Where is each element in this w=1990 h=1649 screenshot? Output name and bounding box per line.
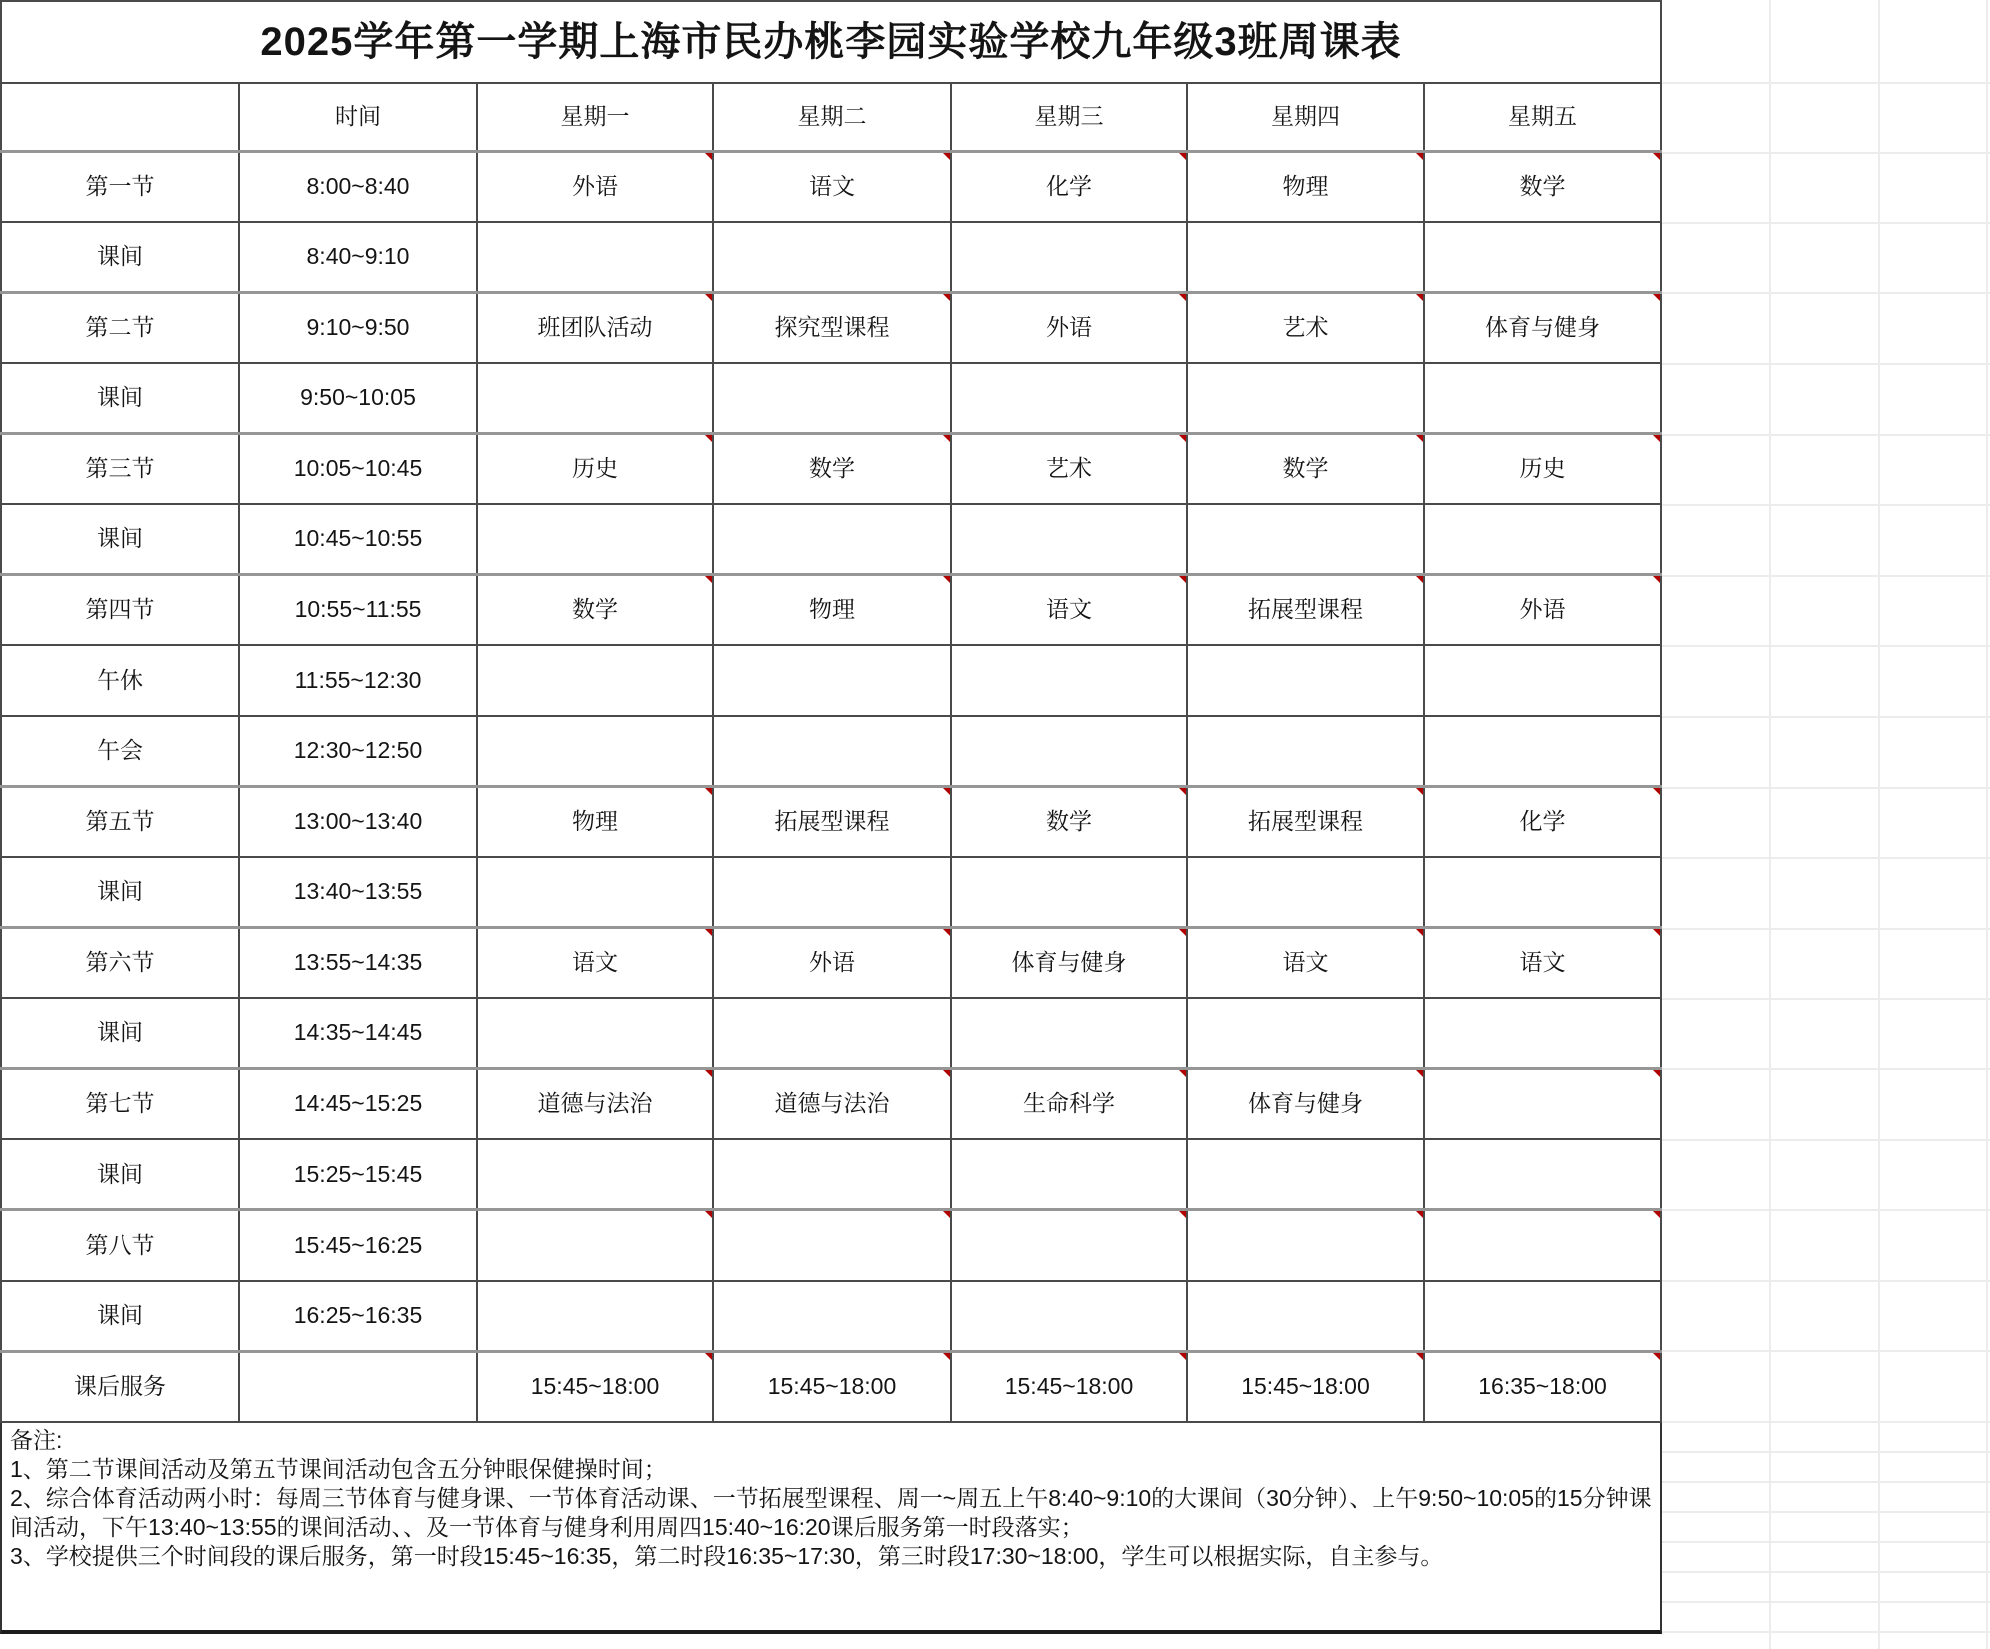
timetable-cell	[477, 716, 713, 787]
comment-indicator-icon	[705, 1211, 712, 1218]
table-row	[1, 1139, 1661, 1210]
timetable-cell	[951, 857, 1187, 928]
timetable-cell	[713, 1281, 951, 1352]
time-cell: 13:40~13:55	[239, 857, 477, 928]
course-name: 外语	[809, 949, 855, 976]
period-label-cell: 第一节	[1, 151, 239, 222]
comment-indicator-icon	[1179, 294, 1186, 301]
timetable-cell	[1187, 786, 1424, 857]
notes-heading: 备注:	[10, 1426, 63, 1453]
comment-indicator-icon	[1416, 929, 1423, 936]
comment-indicator-icon	[943, 1211, 950, 1218]
note-item-1: 1、第二节课间活动及第五节课间活动包含五分钟眼保健操时间；	[10, 1455, 667, 1482]
time-cell: 14:45~15:25	[239, 1069, 477, 1140]
comment-indicator-icon	[943, 1353, 950, 1360]
course-name: 数学	[1046, 808, 1092, 835]
header-row	[1, 83, 1661, 151]
comment-indicator-icon	[1179, 929, 1186, 936]
comment-indicator-icon	[943, 576, 950, 583]
course-name: 数学	[1282, 455, 1329, 482]
table-row	[1, 504, 1661, 575]
comment-indicator-icon	[1653, 153, 1660, 160]
table-row	[1, 1, 1661, 83]
course-name: 探究型课程	[774, 313, 890, 340]
comment-indicator-icon	[1179, 1070, 1186, 1077]
course-name: 语文	[572, 949, 618, 976]
day-header-wednesday: 星期三	[951, 83, 1187, 151]
timetable-cell	[1424, 292, 1661, 363]
timetable-cell	[1424, 998, 1661, 1069]
comment-indicator-icon	[705, 1353, 712, 1360]
comment-indicator-icon	[943, 1070, 950, 1077]
table-row	[1, 998, 1661, 1069]
day-header-thursday: 星期四	[1187, 83, 1424, 151]
timetable-cell	[1187, 575, 1424, 646]
timetable-cell	[1424, 1069, 1661, 1140]
comment-indicator-icon	[1653, 576, 1660, 583]
after-school-time: 15:45~18:00	[767, 1372, 897, 1399]
timetable-cell	[1187, 716, 1424, 787]
timetable-cell	[477, 786, 713, 857]
period-label-cell: 第八节	[1, 1210, 239, 1281]
timetable-cell	[1424, 1351, 1661, 1422]
timetable-cell	[477, 645, 713, 716]
time-cell: 13:00~13:40	[239, 786, 477, 857]
course-name: 外语	[572, 172, 618, 199]
period-label-cell: 课间	[1, 504, 239, 575]
timetable-cell	[1187, 857, 1424, 928]
comment-indicator-icon	[1179, 576, 1186, 583]
comment-indicator-icon	[705, 576, 712, 583]
comment-indicator-icon	[943, 294, 950, 301]
timetable-cell	[713, 1210, 951, 1281]
comment-indicator-icon	[705, 1070, 712, 1077]
timetable-cell	[1424, 1139, 1661, 1210]
timetable-cell	[1424, 786, 1661, 857]
timetable-cell	[477, 504, 713, 575]
timetable-cell	[951, 1210, 1187, 1281]
note-item-2: 2、综合体育活动两小时：每周三节体育与健身课、一节体育活动课、一节拓展型课程、周一~周五上午8:40~9:10的大课间（30分钟）、上午9:50~10:05的15分钟课间活动，下午13:40~13:55的课间活动、、及一节体育与健身利用周四15:40~16:20课后服务第一时段落实；	[10, 1484, 1652, 1540]
comment-indicator-icon	[1179, 1353, 1186, 1360]
comment-indicator-icon	[705, 294, 712, 301]
comment-indicator-icon	[1179, 435, 1186, 442]
timetable-cell	[477, 1139, 713, 1210]
comment-indicator-icon	[1416, 1211, 1423, 1218]
period-label-cell: 午休	[1, 645, 239, 716]
time-cell: 8:00~8:40	[239, 151, 477, 222]
comment-indicator-icon	[1653, 788, 1660, 795]
timetable-cell	[1424, 1281, 1661, 1352]
comment-indicator-icon	[943, 929, 950, 936]
course-name: 历史	[1519, 455, 1566, 482]
timetable-cell	[951, 645, 1187, 716]
corner-cell	[1, 83, 239, 151]
timetable-cell	[477, 575, 713, 646]
page-title: 2025学年第一学期上海市民办桃李园实验学校九年级3班周课表	[1, 1, 1661, 83]
comment-indicator-icon	[943, 153, 950, 160]
course-name: 语文	[1519, 949, 1566, 976]
timetable-cell	[713, 1069, 951, 1140]
timetable-cell	[951, 1351, 1187, 1422]
comment-indicator-icon	[1179, 153, 1186, 160]
time-cell: 10:05~10:45	[239, 433, 477, 504]
timetable-cell	[951, 716, 1187, 787]
course-name: 拓展型课程	[1248, 808, 1363, 835]
timetable-cell	[951, 292, 1187, 363]
timetable-cell	[713, 928, 951, 999]
course-name: 外语	[1046, 313, 1092, 340]
course-name: 物理	[809, 596, 855, 623]
comment-indicator-icon	[943, 435, 950, 442]
table-row	[1, 1281, 1661, 1352]
course-name: 化学	[1519, 808, 1566, 835]
course-name: 外语	[1519, 596, 1566, 623]
timetable-cell	[1187, 1351, 1424, 1422]
period-label-cell: 第七节	[1, 1069, 239, 1140]
timetable-cell	[477, 292, 713, 363]
timetable-cell	[713, 716, 951, 787]
timetable-cell	[713, 575, 951, 646]
table-row	[1, 1069, 1661, 1140]
day-header-monday: 星期一	[477, 83, 713, 151]
timetable-cell	[1424, 151, 1661, 222]
comment-indicator-icon	[705, 153, 712, 160]
comment-indicator-icon	[1653, 1353, 1660, 1360]
timetable-cell	[713, 857, 951, 928]
timetable-cell	[713, 645, 951, 716]
comment-indicator-icon	[1416, 1353, 1423, 1360]
table-row	[1, 1351, 1661, 1422]
time-cell: 10:55~11:55	[239, 575, 477, 646]
comment-indicator-icon	[1416, 435, 1423, 442]
timetable-cell	[477, 1210, 713, 1281]
timetable-cell	[713, 433, 951, 504]
timetable-cell	[713, 292, 951, 363]
comment-indicator-icon	[1416, 576, 1423, 583]
table-row	[1, 645, 1661, 716]
comment-indicator-icon	[1653, 1211, 1660, 1218]
course-name: 生命科学	[1023, 1090, 1115, 1117]
timetable-cell	[477, 151, 713, 222]
period-label-cell: 课后服务	[1, 1351, 239, 1422]
timetable-cell	[951, 1139, 1187, 1210]
comment-indicator-icon	[1179, 1211, 1186, 1218]
course-name: 道德与法治	[537, 1090, 653, 1117]
comment-indicator-icon	[1416, 788, 1423, 795]
time-cell: 13:55~14:35	[239, 928, 477, 999]
course-name: 拓展型课程	[1248, 596, 1363, 623]
timetable-cell	[1187, 222, 1424, 293]
timetable-cell	[1424, 716, 1661, 787]
timetable-cell	[477, 433, 713, 504]
timetable-cell	[951, 998, 1187, 1069]
course-name: 物理	[1282, 172, 1329, 199]
time-cell: 16:25~16:35	[239, 1281, 477, 1352]
timetable-cell	[1424, 222, 1661, 293]
timetable-cell	[1187, 928, 1424, 999]
course-name: 化学	[1046, 172, 1092, 199]
timetable-cell	[1424, 645, 1661, 716]
day-header-tuesday: 星期二	[713, 83, 951, 151]
time-cell: 10:45~10:55	[239, 504, 477, 575]
comment-indicator-icon	[1416, 294, 1423, 301]
period-label-cell: 午会	[1, 716, 239, 787]
table-row	[1, 786, 1661, 857]
course-name: 语文	[809, 172, 855, 199]
comment-indicator-icon	[705, 435, 712, 442]
table-row	[1, 363, 1661, 434]
time-cell: 9:50~10:05	[239, 363, 477, 434]
timetable-cell	[1187, 1139, 1424, 1210]
table-row	[1, 222, 1661, 293]
timetable-cell	[477, 363, 713, 434]
timetable-cell	[1424, 363, 1661, 434]
course-name: 道德与法治	[774, 1090, 890, 1117]
timetable-cell	[951, 151, 1187, 222]
period-label-cell: 课间	[1, 1281, 239, 1352]
timetable-cell	[1187, 504, 1424, 575]
table-row	[1, 575, 1661, 646]
timetable-cell	[713, 222, 951, 293]
timetable-cell	[713, 1351, 951, 1422]
after-school-time: 16:35~18:00	[1478, 1372, 1607, 1399]
timetable-cell	[1187, 998, 1424, 1069]
course-name: 物理	[572, 808, 618, 835]
timetable-cell	[477, 1069, 713, 1140]
timetable-cell	[951, 363, 1187, 434]
time-cell: 8:40~9:10	[239, 222, 477, 293]
time-cell	[239, 1351, 477, 1422]
time-cell: 15:45~16:25	[239, 1210, 477, 1281]
course-name: 语文	[1046, 596, 1092, 623]
timetable-cell	[713, 998, 951, 1069]
timetable-cell	[951, 1069, 1187, 1140]
comment-indicator-icon	[1653, 294, 1660, 301]
time-column-header: 时间	[239, 83, 477, 151]
timetable-cell	[1187, 1069, 1424, 1140]
course-name: 艺术	[1282, 313, 1329, 340]
comment-indicator-icon	[943, 788, 950, 795]
timetable-cell	[1187, 645, 1424, 716]
timetable-cell	[951, 575, 1187, 646]
timetable-cell	[1424, 1210, 1661, 1281]
time-cell: 9:10~9:50	[239, 292, 477, 363]
time-cell: 11:55~12:30	[239, 645, 477, 716]
timetable-cell	[477, 1281, 713, 1352]
timetable-cell	[951, 433, 1187, 504]
after-school-time: 15:45~18:00	[530, 1372, 660, 1399]
timetable-cell	[1187, 433, 1424, 504]
after-school-time: 15:45~18:00	[1004, 1372, 1134, 1399]
timetable-cell	[477, 222, 713, 293]
time-cell: 15:25~15:45	[239, 1139, 477, 1210]
course-name: 数学	[572, 596, 618, 623]
timetable-cell	[951, 504, 1187, 575]
course-name: 历史	[572, 455, 618, 482]
timetable-cell	[1187, 1281, 1424, 1352]
timetable-cell	[713, 151, 951, 222]
timetable-cell	[1187, 292, 1424, 363]
note-item-3: 3、学校提供三个时间段的课后服务，第一时段15:45~16:35，第二时段16:35~17:30，第三时段17:30~18:00，学生可以根据实际，自主参与。	[10, 1542, 1444, 1569]
table-row	[1, 716, 1661, 787]
timetable-cell	[951, 222, 1187, 293]
timetable-cell	[713, 363, 951, 434]
after-school-time: 15:45~18:00	[1241, 1372, 1370, 1399]
comment-indicator-icon	[1416, 153, 1423, 160]
period-label-cell: 第五节	[1, 786, 239, 857]
comment-indicator-icon	[1179, 788, 1186, 795]
period-label-cell: 第二节	[1, 292, 239, 363]
course-name: 数学	[809, 455, 855, 482]
day-header-friday: 星期五	[1424, 83, 1661, 151]
timetable-cell	[477, 1351, 713, 1422]
comment-indicator-icon	[1653, 435, 1660, 442]
timetable-cell	[1187, 363, 1424, 434]
timetable-cell	[951, 1281, 1187, 1352]
table-row	[1, 292, 1661, 363]
time-cell: 12:30~12:50	[239, 716, 477, 787]
table-row	[1, 857, 1661, 928]
timetable-cell	[1424, 928, 1661, 999]
timetable-cell	[477, 857, 713, 928]
course-name: 体育与健身	[1011, 949, 1127, 976]
period-label-cell: 课间	[1, 998, 239, 1069]
course-name: 数学	[1519, 172, 1566, 199]
comment-indicator-icon	[705, 929, 712, 936]
period-label-cell: 第六节	[1, 928, 239, 999]
period-label-cell: 课间	[1, 857, 239, 928]
timetable-cell	[951, 786, 1187, 857]
timetable-cell	[477, 928, 713, 999]
time-cell: 14:35~14:45	[239, 998, 477, 1069]
timetable-cell	[1424, 857, 1661, 928]
timetable-cell	[1187, 151, 1424, 222]
timetable-cell	[951, 928, 1187, 999]
comment-indicator-icon	[1653, 929, 1660, 936]
period-label-cell: 课间	[1, 222, 239, 293]
course-name: 班团队活动	[537, 313, 653, 340]
table-row	[1, 433, 1661, 504]
table-row	[1, 1210, 1661, 1281]
course-name: 语文	[1282, 949, 1329, 976]
period-label-cell: 课间	[1, 363, 239, 434]
notes-section	[0, 1423, 1662, 1634]
comment-indicator-icon	[1416, 1070, 1423, 1077]
timetable-cell	[1187, 1210, 1424, 1281]
timetable-cell	[1424, 433, 1661, 504]
course-name: 体育与健身	[1248, 1090, 1363, 1117]
table-row	[1, 928, 1661, 999]
timetable-cell	[477, 998, 713, 1069]
timetable-cell	[713, 786, 951, 857]
comment-indicator-icon	[1653, 1070, 1660, 1077]
period-label-cell: 第三节	[1, 433, 239, 504]
timetable-cell	[1424, 575, 1661, 646]
comment-indicator-icon	[705, 788, 712, 795]
course-name: 体育与健身	[1485, 313, 1601, 340]
period-label-cell: 课间	[1, 1139, 239, 1210]
table-row	[1, 151, 1661, 222]
timetable-cell	[713, 504, 951, 575]
timetable-cell	[713, 1139, 951, 1210]
period-label-cell: 第四节	[1, 575, 239, 646]
course-name: 拓展型课程	[774, 808, 890, 835]
course-name: 艺术	[1046, 455, 1092, 482]
timetable-cell	[1424, 504, 1661, 575]
